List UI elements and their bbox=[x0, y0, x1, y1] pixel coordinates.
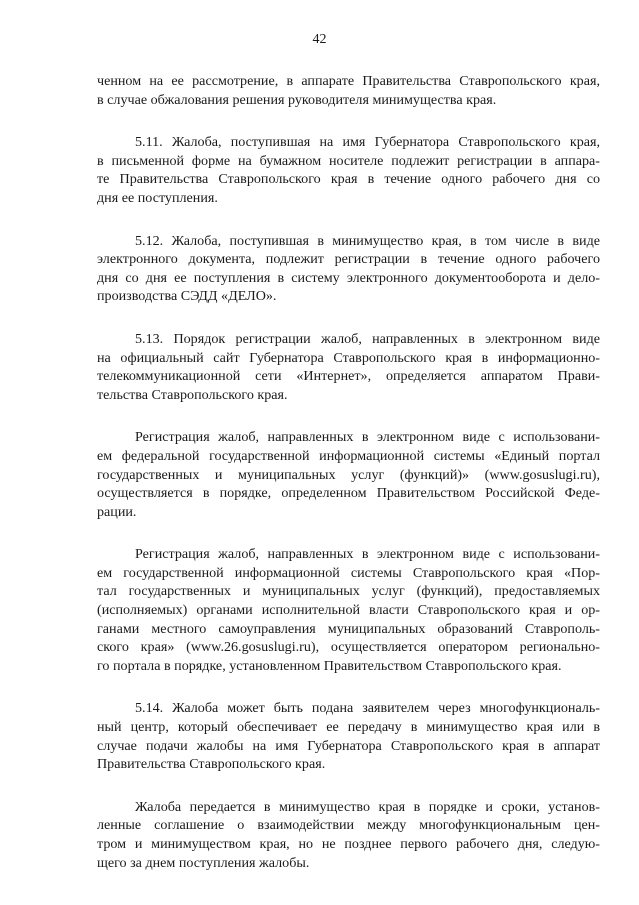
paragraph-transfer bbox=[97, 798, 600, 872]
paragraph-5-13 bbox=[97, 330, 600, 404]
text-line: рации. bbox=[97, 503, 137, 520]
page-number: 42 bbox=[312, 32, 327, 47]
text-line: ный центр, который обеспечивает ее передачу в минимущество края или в bbox=[97, 719, 600, 736]
paragraph-registration-regional bbox=[97, 545, 600, 675]
text-line: в случае обжалования решения руководителя минимущества края. bbox=[97, 91, 497, 108]
text-line: телекоммуникационной сети «Интернет», определяется аппаратом Прави- bbox=[97, 368, 600, 385]
text-line: (исполняемых) органами исполнительной власти Ставропольского края и ор- bbox=[97, 602, 600, 619]
text-line: 5.14. Жалоба может быть подана заявителем через многофункциональ- bbox=[135, 700, 600, 717]
text-line: в письменной форме на бумажном носителе подлежит регистрации в аппара- bbox=[97, 152, 600, 169]
text-line: ем государственной информационной системы Ставропольского края «Пор- bbox=[97, 564, 600, 581]
text-line: тром и минимуществом края, но не позднее первого рабочего дня, следую- bbox=[97, 836, 600, 852]
text-line: на официальный сайт Губернатора Ставропольского края в информационно- bbox=[97, 349, 600, 366]
text-line: электронного документа, подлежит регистрации в течение одного рабочего bbox=[97, 251, 600, 268]
text-line: ем федеральной государственной информационной системы «Единый портал bbox=[97, 447, 600, 464]
text-line: дня со дня ее поступления в систему электронного документооборота и дело- bbox=[97, 269, 600, 286]
text-line: тал государственных и муниципальных услуг (функций), предоставляемых bbox=[97, 583, 600, 600]
document-body bbox=[97, 72, 600, 896]
paragraph-continuation bbox=[97, 72, 600, 109]
text-line: ченном на ее рассмотрение, в аппарате Правительства Ставропольского края, bbox=[97, 73, 600, 89]
text-line: государственных и муниципальных услуг (функций)» (www.gosuslugi.ru), bbox=[97, 466, 600, 483]
text-line: ского края» (www.26.gosuslugi.ru), осуществляется оператором регионально- bbox=[97, 639, 600, 656]
text-line: Регистрация жалоб, направленных в электронном виде с использовани- bbox=[135, 429, 600, 446]
text-line: Правительства Ставропольского края. bbox=[97, 756, 326, 773]
text-line: Жалоба передается в минимущество края в порядке и сроки, установ- bbox=[135, 798, 600, 815]
text-line: Регистрация жалоб, направленных в электронном виде с использовани- bbox=[135, 546, 600, 563]
text-line: 5.11. Жалоба, поступившая на имя Губернатора Ставропольского края, bbox=[135, 134, 600, 151]
text-line: те Правительства Ставропольского края в течение одного рабочего дня со bbox=[97, 171, 600, 188]
paragraph-5-11 bbox=[97, 133, 600, 207]
text-line: го портала в порядке, установленном Правительством Ставропольского края. bbox=[97, 657, 562, 674]
text-line: ленные соглашение о взаимодействии между многофункциональным цен- bbox=[97, 817, 600, 834]
text-line: производства СЭДД «ДЕЛО». bbox=[97, 288, 277, 305]
paragraph-5-14 bbox=[97, 699, 600, 773]
text-line: 5.12. Жалоба, поступившая в минимущество края, в том числе в виде bbox=[135, 232, 600, 249]
text-line: ганами местного самоуправления муниципальных образований Ставрополь- bbox=[97, 620, 600, 637]
text-line: осуществляется в порядке, определенном Правительством Российской Феде- bbox=[97, 485, 600, 502]
text-line: щего за днем поступления жалобы. bbox=[97, 854, 310, 871]
text-line: 5.13. Порядок регистрации жалоб, направленных в электронном виде bbox=[135, 330, 600, 347]
text-line: тельства Ставропольского края. bbox=[97, 386, 288, 403]
text-line: дня ее поступления. bbox=[97, 189, 218, 206]
paragraph-5-12 bbox=[97, 232, 600, 306]
paragraph-registration-federal bbox=[97, 428, 600, 521]
text-line: случае подачи жалобы на имя Губернатора Ставропольского края в аппарат bbox=[97, 737, 600, 754]
